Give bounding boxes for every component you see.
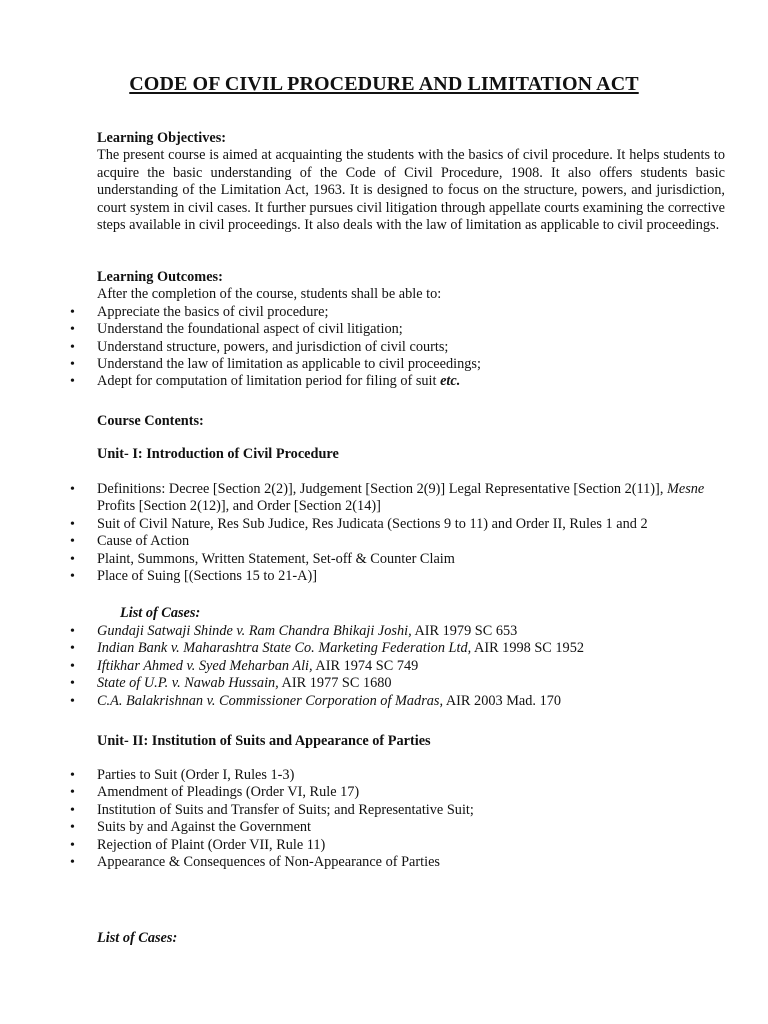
unit-1-cases-list (97, 623, 725, 710)
case-item (97, 675, 725, 692)
list-item: • Parties to Suit (Order I, Rules 1-3) (97, 767, 725, 784)
list-item-text: Adept for computation of limitation period for filing of suit (97, 373, 441, 390)
unit-2-topics (97, 767, 725, 871)
list-item: • Rejection of Plaint (Order VII, Rule 11) (97, 837, 725, 854)
list-item: • Suits by and Against the Government (97, 819, 725, 836)
case-name: C.A. Balakrishnan v. Commissioner Corporation of Madras, (97, 692, 444, 709)
mesne-text: Mesne (666, 481, 705, 497)
list-item: • Suit of Civil Nature, Res Sub Judice, Res Judicata (Sections 9 to 11) and Order II, Rules 1 and 2 (97, 516, 725, 533)
case-citation: AIR 1998 SC 1952 (471, 640, 585, 657)
case-name: State of U.P. v. Nawab Hussain, (97, 675, 279, 692)
definitions-text-1: Definitions: Decree [Section 2(2)], Judgement [Section 2(9)] Legal Representative [Section 2(11)], (97, 481, 667, 497)
list-item: • Amendment of Pleadings (Order VI, Rule 17) (97, 784, 725, 801)
list-item: • Institution of Suits and Transfer of Suits; and Representative Suit; (97, 802, 725, 819)
unit-2-heading: Unit- II: Institution of Suits and Appearance of Parties (97, 733, 431, 749)
case-citation: AIR 1977 SC 1680 (278, 675, 392, 692)
learning-objectives-section (97, 130, 725, 234)
case-item (97, 640, 725, 657)
case-name: Indian Bank v. Maharashtra State Co. Marketing Federation Ltd, (97, 640, 472, 657)
unit-1-cases-heading-wrap (120, 605, 720, 622)
case-item (97, 623, 725, 640)
list-item: • Cause of Action (97, 533, 725, 550)
learning-outcomes-intro: After the completion of the course, students shall be able to: (97, 286, 442, 303)
learning-objectives-heading: Learning Objectives: (97, 130, 227, 146)
unit-1-topics (97, 481, 725, 585)
case-citation: AIR 1974 SC 749 (312, 657, 419, 674)
list-item (97, 481, 725, 516)
case-citation: AIR 1979 SC 653 (411, 623, 518, 639)
learning-objectives-text: The present course is aimed at acquainting the students with the basics of civil procedure. It helps students to acquire the basic understanding of the Code of Civil Procedure, 1908. It also offers students basic understanding of the Limitation Act, 1963. It is designed to focus on the structure, powers, and jurisdiction, court system in civil cases. It further pursues civil litigation through appellate courts examining the corrective steps available in civil proceedings. It also deals with the law of limitation as applicable to civil proceedings. (97, 147, 725, 234)
list-item (97, 373, 725, 390)
case-item (97, 693, 725, 710)
unit-2-cases-heading: List of Cases: (97, 930, 178, 946)
list-item: • Understand the law of limitation as applicable to civil proceedings; (97, 356, 725, 373)
case-item (97, 658, 725, 675)
etc-text: etc. (440, 373, 461, 390)
case-citation: AIR 2003 Mad. 170 (443, 692, 562, 709)
unit-2-topics-list (97, 767, 725, 871)
unit-1-cases-heading: List of Cases: (120, 605, 201, 621)
unit-1-heading: Unit- I: Introduction of Civil Procedure (97, 446, 339, 462)
learning-outcomes-heading: Learning Outcomes: (97, 269, 223, 285)
list-item: • Place of Suing [(Sections 15 to 21-A)] (97, 568, 725, 585)
list-item: • Appearance & Consequences of Non-Appearance of Parties (97, 854, 725, 871)
list-item: • Understand the foundational aspect of civil litigation; (97, 321, 725, 338)
list-item: • Plaint, Summons, Written Statement, Set-off & Counter Claim (97, 551, 725, 568)
learning-outcomes-section (97, 269, 725, 391)
learning-outcomes-list (97, 304, 725, 391)
unit-1-cases (97, 623, 725, 710)
case-name: Gundaji Satwaji Shinde v. Ram Chandra Bhikaji Joshi, (97, 623, 412, 639)
case-name: Iftikhar Ahmed v. Syed Meharban Ali, (97, 657, 313, 674)
list-item: • Appreciate the basics of civil procedure; (97, 304, 725, 321)
definitions-text-2: Profits [Section 2(12)], and Order [Section 2(14)] (97, 498, 381, 515)
unit-1-topics-list (97, 481, 725, 585)
course-contents-heading: Course Contents: (97, 413, 204, 429)
document-title: CODE OF CIVIL PROCEDURE AND LIMITATION ACT (129, 73, 639, 95)
list-item: • Understand structure, powers, and jurisdiction of civil courts; (97, 339, 725, 356)
